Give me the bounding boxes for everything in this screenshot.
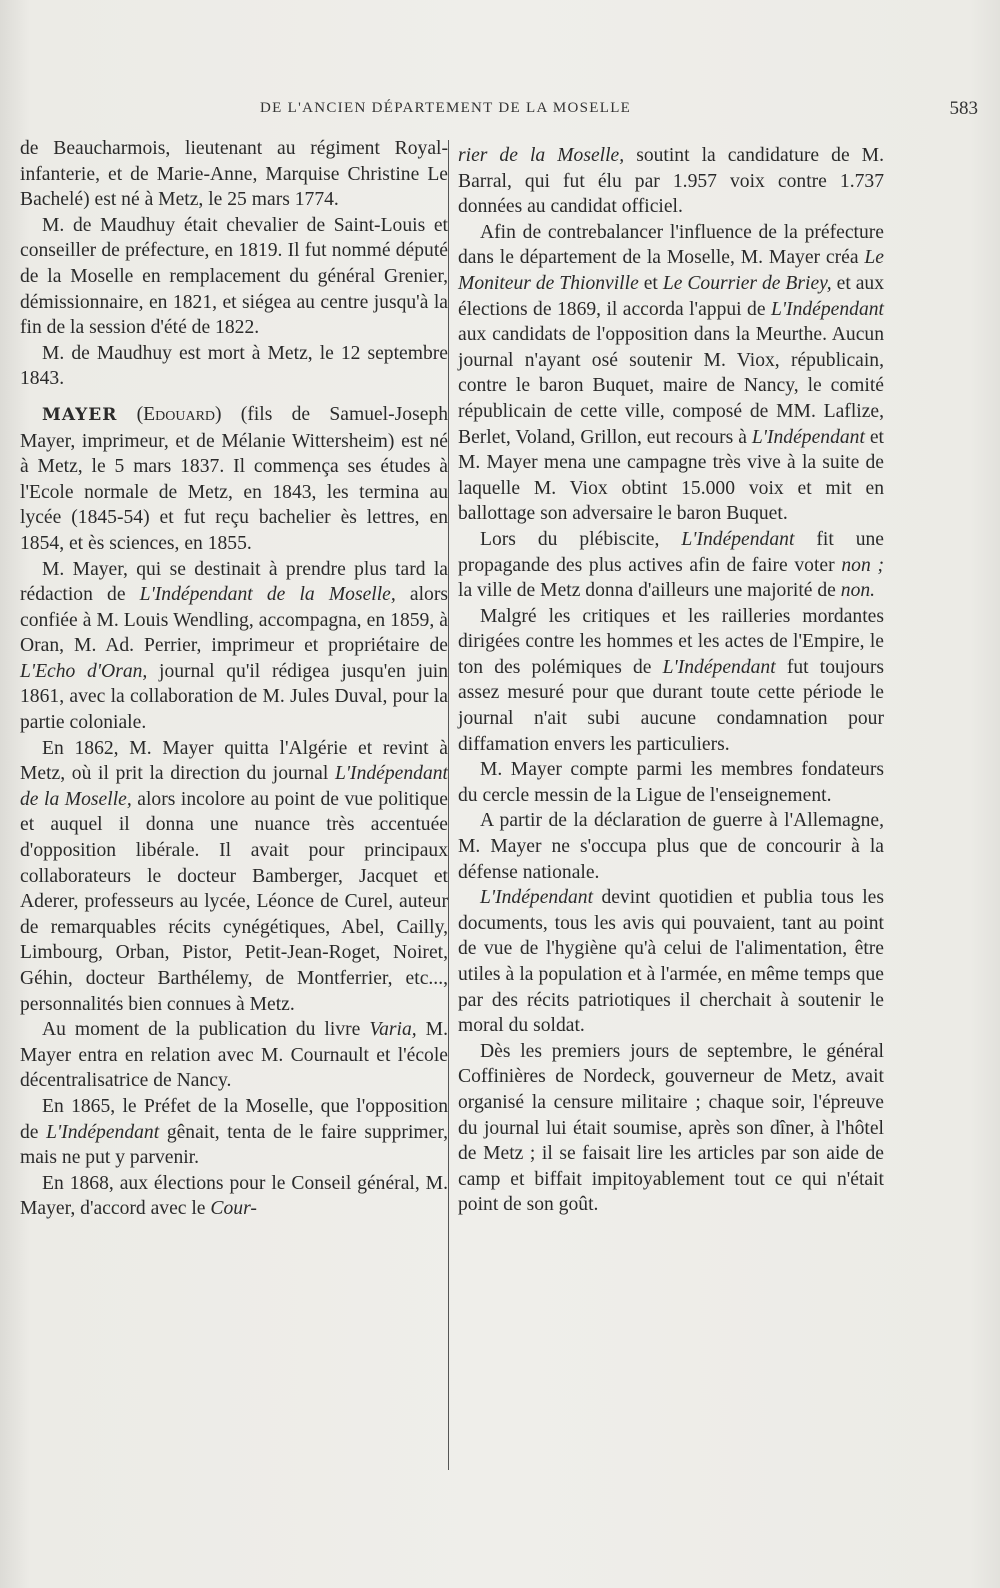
text: Afin de contrebalancer l'influence de la préfecture dans le département de la Moselle, M. Mayer créa <box>458 221 884 269</box>
text: Malgré les critiques et les railleries mordantes dirigées contre les hommes et les actes de l'Empire, le ton des polémiques de <box>458 605 884 678</box>
right-column <box>458 143 884 1218</box>
paragraph: A partir de la déclaration de guerre à l'Allemagne, M. Mayer ne s'occupa plus que de concourir à la défense nationale. <box>458 810 884 883</box>
italic-title: L'Indépendant de la Moselle, <box>20 763 448 810</box>
italic-title: L'Indépendant <box>480 887 594 909</box>
text: gênait, tenta de le faire supprimer, mais ne put y parvenir. <box>20 1121 448 1169</box>
page-number: 583 <box>949 98 978 119</box>
entry-text: (fils de Samuel-Joseph Mayer, imprimeur, et de Mélanie Wittersheim) est né à Metz, le 5 mars 1837. Il commença ses études à l'Ecole normale de Metz, en 1843, les termina au lycée (1845-54) et fut reçu bachelier ès lettres, en 1854, et ès sciences, en 1855. <box>20 403 448 554</box>
text: Au moment de la publication du livre <box>42 1019 370 1041</box>
paragraph <box>20 557 448 736</box>
italic-title: L'Indépendant <box>681 528 795 550</box>
italic-word: non ; <box>841 554 884 576</box>
paragraph <box>20 1094 448 1171</box>
italic-title: L'Echo d'Oran, <box>20 660 148 682</box>
page-header <box>20 98 980 126</box>
italic-title: Varia, <box>369 1019 417 1041</box>
paragraph <box>20 1017 448 1094</box>
entry-name: MAYER <box>42 404 118 425</box>
italic-title: L'Indépendant <box>751 426 865 448</box>
paragraph <box>20 1171 448 1222</box>
italic-title: Le Moniteur de Thionville <box>458 247 884 294</box>
text: alors confiée à M. Louis Wendling, accompagna, en 1859, à Oran, M. Ad. Perrier, imprimeur et propriétaire de <box>20 584 448 657</box>
italic-title: Le Courrier de Briey, <box>662 272 832 294</box>
text: fut toujours assez mesuré pour que durant toute cette période le journal n'ait subi aucune condamnation pour diffamation envers les particuliers. <box>458 656 884 755</box>
left-column <box>20 136 448 1222</box>
paragraph <box>458 604 884 758</box>
text: la ville de Metz donna d'ailleurs une majorité de <box>458 580 841 602</box>
running-head: DE L'ANCIEN DÉPARTEMENT DE LA MOSELLE <box>260 100 632 116</box>
italic-word: non. <box>840 580 876 602</box>
paragraph <box>458 885 884 1039</box>
italic-title: Cour- <box>210 1198 257 1220</box>
text: En 1868, aux élections pour le Conseil général, M. Mayer, d'accord avec le <box>20 1172 448 1220</box>
text: alors incolore au point de vue politique et auquel il donna une nuance très accentuée d'opposition libérale. Il avait pour principaux collaborateurs le docteur Bamberger, Jacquet et Aderer, professeurs au lycée, Léonce de Curel, auteur de remarquables récits cynégétiques, Abel, Cailly, Limbourg, Orban, Pistor, Petit-Jean-Roget, Noiret, Géhin, docteur Barthélemy, de Montferrier, etc..., personnalités bien connues à Metz. <box>20 788 448 1015</box>
italic-title: L'Indépendant de la Moselle, <box>139 584 396 606</box>
italic-title: L'Indépendant <box>46 1121 160 1143</box>
paragraph: de Beaucharmois, lieutenant au régiment Royal-infanterie, et de Marie-Anne, Marquise Christine Le Bachelé) est né à Metz, le 25 mars 1774. <box>20 138 448 211</box>
italic-title: L'Indépendant <box>770 298 884 320</box>
text: devint quotidien et publia tous les documents, tous les avis qui pouvaient, tant au point de vue de l'hygiène qu'à celui de l'alimentation, être utiles à la population et à l'armée, en même temps que par des récits patriotiques il cherchait à soutenir le moral du soldat. <box>458 887 884 1037</box>
italic-title: rier de la Moselle, <box>458 145 625 166</box>
paragraph: M. Mayer compte parmi les membres fondateurs du cercle messin de la Ligue de l'enseignement. <box>458 759 884 806</box>
paragraph <box>458 143 884 220</box>
text: soutint la candidature de M. Barral, qui fut élu par 1.957 voix contre 1.737 données au candidat officiel. <box>458 145 885 218</box>
paragraph: Dès les premiers jours de septembre, le général Coffinières de Nordeck, gouverneur de Metz, avait organisé la censure militaire ; chaque soir, l'épreuve du journal lui était soumise, après son dîner, à l'hôtel de Metz ; il se faisait lire les articles par son aide de camp et biffait impitoyablement tout ce qui n'était point de son goût. <box>458 1040 884 1216</box>
entry-mayer <box>20 402 448 557</box>
text: Lors du plébiscite, <box>480 528 682 550</box>
text: et M. Mayer mena une campagne très vive à la suite de laquelle M. Viox obtint 15.000 voix et mit en ballottage son adversaire le baron Buquet. <box>458 426 884 525</box>
text: aux candidats de l'opposition dans la Meurthe. Aucun journal n'ayant osé soutenir M. Viox, républicain, contre le baron Buquet, maire de Nancy, le comité républicain de cette ville, composé de MM. Laflize, Berlet, Voland, Grillon, eut recours à <box>458 324 884 448</box>
text: et <box>638 272 663 294</box>
italic-title: L'Indépendant <box>662 656 776 678</box>
entry-given-name: (Edouard) <box>136 403 222 425</box>
text: et aux élections de 1869, il accorda l'appui de <box>458 272 884 320</box>
paragraph <box>458 527 884 604</box>
paragraph <box>458 220 884 527</box>
paragraph <box>20 736 448 1018</box>
paragraph: M. de Maudhuy était chevalier de Saint-Louis et conseiller de préfecture, en 1819. Il fut nommé député de la Moselle en remplacement du général Grenier, démissionnaire, en 1821, et siégea au centre jusqu'à la fin de la session d'été de 1822. <box>20 214 448 339</box>
text: journal qu'il rédigea jusqu'en juin 1861, avec la collaboration de M. Jules Duval, pour la partie coloniale. <box>20 660 448 734</box>
text: En 1865, le Préfet de la Moselle, que l'opposition de <box>20 1095 448 1143</box>
column-divider <box>448 140 449 1470</box>
text: M. Mayer, qui se destinait à prendre plus tard la rédaction de <box>20 558 448 606</box>
text: fit une propagande des plus actives afin de faire voter <box>458 528 885 576</box>
paragraph: M. de Maudhuy est mort à Metz, le 12 septembre 1843. <box>20 342 448 390</box>
text: En 1862, M. Mayer quitta l'Algérie et revint à Metz, où il prit la direction du journal <box>20 737 448 785</box>
text: M. Mayer entra en relation avec M. Cournault et l'école décentralisatrice de Nancy. <box>20 1019 448 1092</box>
